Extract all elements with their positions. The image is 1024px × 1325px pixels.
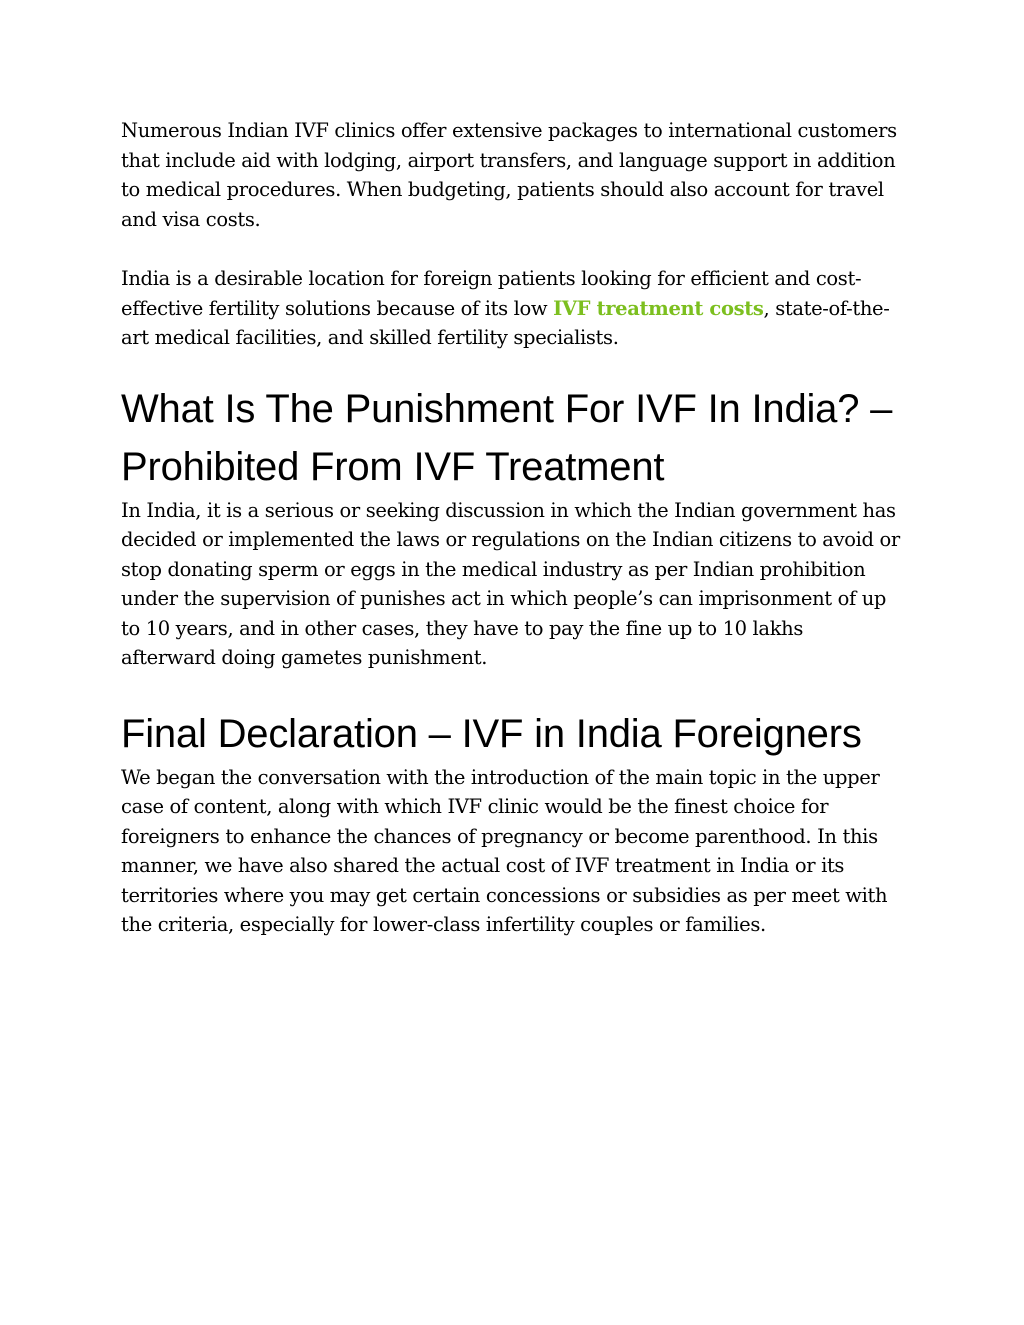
ivf-treatment-costs-link[interactable]: IVF treatment costs	[553, 296, 764, 320]
heading-punishment: What Is The Punishment For IVF In India? – Prohibited From IVF Treatment	[121, 386, 893, 489]
heading-final-declaration: Final Declaration – IVF in India Foreigners	[121, 711, 862, 756]
paragraph-text-before-link: India is a desirable location for foreign patients looking for efficient and cost-effective fertility solutions because of its low	[121, 267, 862, 320]
paragraph-text-after-link: , state-of-the-art medical facilities, and skilled fertility specialists.	[121, 296, 890, 349]
paragraph-final-declaration: We began the conversation with the introduction of the main topic in the upper case of content, along with which IVF clinic would be the finest choice for foreigners to enhance the chances of pregnancy or become parenthood. In this manner, we have also shared the actual cost of IVF treatment in India or its territories where you may get certain concessions or subsidies as per meet with the criteria, especially for lower-class infertility couples or families.	[121, 765, 888, 936]
document-page	[121, 116, 901, 940]
paragraph-clinic-packages: Numerous Indian IVF clinics offer extensive packages to international customers that include aid with lodging, airport transfers, and language support in addition to medical procedures. When budgeting, patients should also account for travel and visa costs.	[121, 119, 897, 231]
paragraph-desirable-location	[121, 264, 901, 353]
paragraph-punishment: In India, it is a serious or seeking discussion in which the Indian government has decided or implemented the laws or regulations on the Indian citizens to avoid or stop donating sperm or eggs in the medical industry as per Indian prohibition under the supervision of punishes act in which people’s can imprisonment of up to 10 years, and in other cases, they have to pay the fine up to 10 lakhs afterward doing gametes punishment.	[121, 498, 900, 669]
